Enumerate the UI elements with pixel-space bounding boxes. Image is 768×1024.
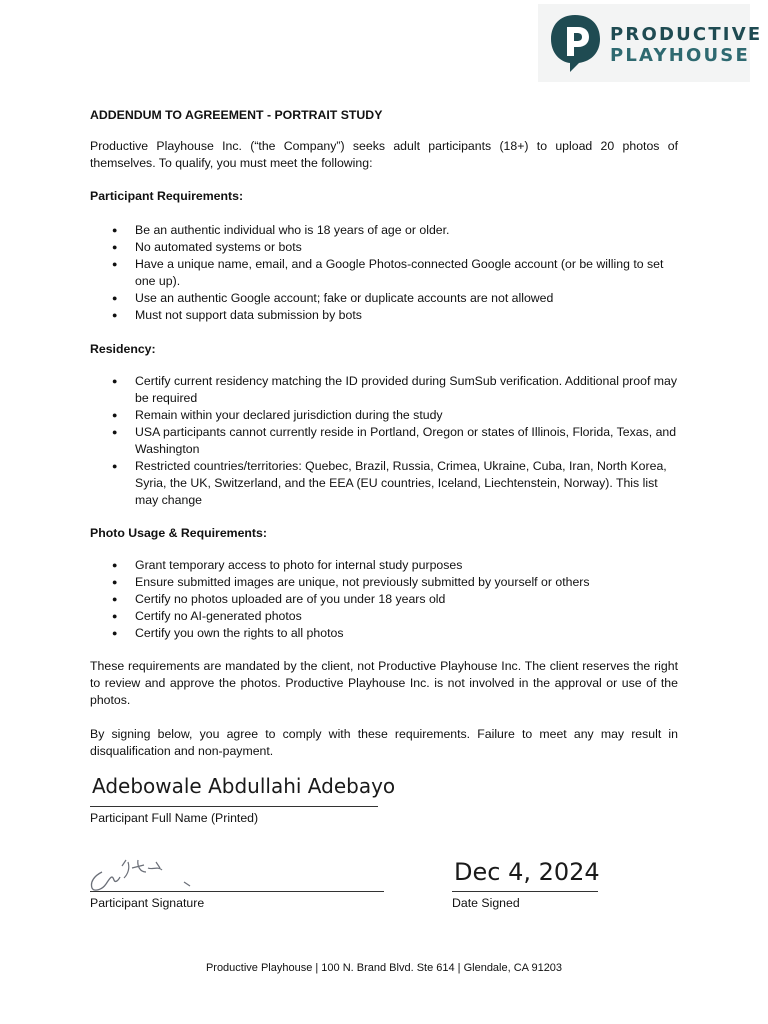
section-heading-participant-requirements: Participant Requirements: bbox=[90, 189, 244, 203]
intro-paragraph: Productive Playhouse Inc. (“the Company”) seeks adult participants (18+) to upload 20 photos of themselves. To qualify, you must meet the following: bbox=[90, 139, 678, 170]
logo-wordmark: PRODUCTIVE PLAYHOUSE bbox=[610, 24, 763, 66]
company-logo bbox=[538, 4, 763, 82]
client-mandate-paragraph: These requirements are mandated by the client, not Productive Playhouse Inc. The client reserves the right to review and approve the photos. Productive Playhouse Inc. is not involved in the approval or use of the photos. bbox=[90, 659, 678, 707]
list-item: ● Ensure submitted images are unique, not previously submitted by yourself or others bbox=[112, 574, 678, 591]
list-item: ● Remain within your declared jurisdiction during the study bbox=[112, 407, 678, 424]
list-item: ● Certify you own the rights to all photos bbox=[112, 625, 678, 642]
residency-list bbox=[112, 373, 678, 509]
page-footer: Productive Playhouse | 100 N. Brand Blvd. Ste 614 | Glendale, CA 91203 bbox=[205, 962, 563, 974]
participant-requirements-list bbox=[112, 222, 678, 324]
handwritten-signature bbox=[88, 850, 208, 896]
list-item: ● Have a unique name, email, and a Google Photos-connected Google account (or be willing to set one up). bbox=[112, 256, 678, 290]
date-signed-value: Dec 4, 2024 bbox=[454, 858, 600, 886]
list-item: ● Restricted countries/territories: Quebec, Brazil, Russia, Crimea, Ukraine, Cuba, Iran, North Korea, Syria, the UK, Switzerland, and the EEA (EU countries, Iceland, Liechtenstein, Norway). This list may change bbox=[112, 458, 678, 509]
section-heading-residency: Residency: bbox=[90, 342, 156, 356]
date-line bbox=[452, 891, 598, 892]
list-item: ● No automated systems or bots bbox=[112, 239, 678, 256]
list-item: ● Certify no photos uploaded are of you under 18 years old bbox=[112, 591, 678, 608]
full-name-underline bbox=[90, 806, 378, 807]
signature-line bbox=[90, 891, 384, 892]
date-signed-label: Date Signed bbox=[452, 896, 520, 910]
list-item: ● Certify no AI-generated photos bbox=[112, 608, 678, 625]
logo-speech-bubble-icon bbox=[548, 12, 604, 74]
participant-signature-label: Participant Signature bbox=[90, 896, 205, 910]
list-item: ● Certify current residency matching the ID provided during SumSub verification. Additional proof may be required bbox=[112, 373, 678, 407]
list-item: ● Use an authentic Google account; fake or duplicate accounts are not allowed bbox=[112, 290, 678, 307]
list-item: ● USA participants cannot currently reside in Portland, Oregon or states of Illinois, Florida, Texas, and Washington bbox=[112, 424, 678, 458]
section-heading-photo-usage: Photo Usage & Requirements: bbox=[90, 526, 267, 540]
list-item: ● Be an authentic individual who is 18 years of age or older. bbox=[112, 222, 678, 239]
list-item: ● Grant temporary access to photo for internal study purposes bbox=[112, 557, 678, 574]
document-title: ADDENDUM TO AGREEMENT - PORTRAIT STUDY bbox=[90, 108, 383, 122]
photo-usage-list bbox=[112, 557, 678, 642]
agreement-paragraph: By signing below, you agree to comply with these requirements. Failure to meet any may result in disqualification and non-payment. bbox=[90, 727, 678, 758]
list-item: ● Must not support data submission by bots bbox=[112, 307, 678, 324]
participant-full-name-label: Participant Full Name (Printed) bbox=[90, 811, 259, 825]
participant-full-name-value: Adebowale Abdullahi Adebayo bbox=[92, 774, 396, 798]
